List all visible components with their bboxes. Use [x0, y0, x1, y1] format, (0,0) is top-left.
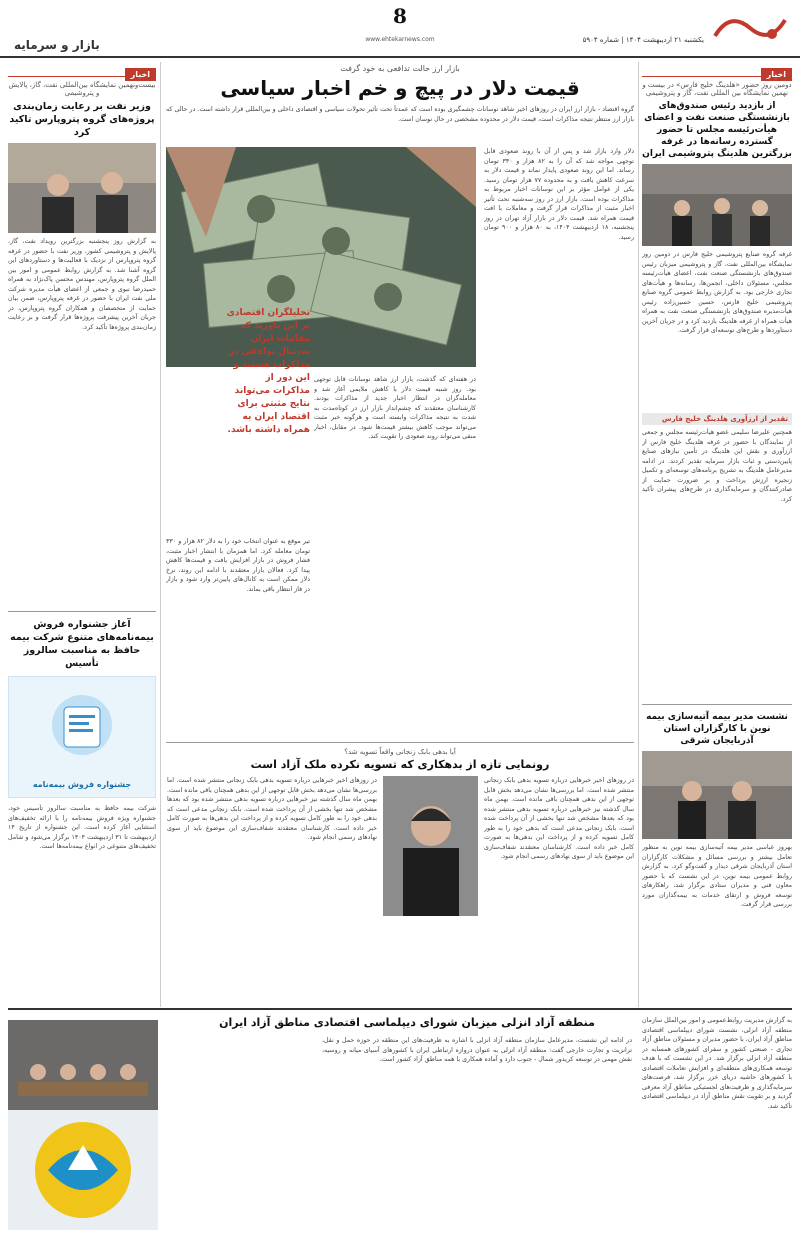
divider: [166, 742, 634, 743]
main-title: قیمت دلار در پیچ و خم اخبار سیاسی: [220, 76, 580, 100]
left-title: وزیر نفت بر رعایت زمان‌بندی پروژه‌های گروه پتروپارس تاکید کرد: [9, 101, 155, 138]
middle-body-continued: در روزهای اخیر خبرهایی درباره تسویه بدهی بابک زنجانی منتشر شده است. اما بررسی‌ها نشان می‌دهد بخش قابل توجهی از این بدهی همچنان باقی مانده است. بهمن ماه سال گذشته نیز خبرهایی درباره تسویه بدهی منتشر شده بود که بعدها مشخص شد تنها بخشی از آن پرداخت شده است. بابک زنجانی مدعی است که بدهی خود را به طور کامل تسویه کرده و از پرداخت این بدهی‌ها به صورت کامل خبر داده است. کارشناسان معتقدند شفاف‌سازی این موضوع باید از سوی نهادهای رسمی انجام شود.: [167, 777, 377, 841]
left-photo-1: [8, 143, 156, 233]
right-photo-2: [642, 751, 792, 839]
main-lead: گروه اقتصاد - بازار ارز ایران در روزهای اخیر شاهد نوسانات چشمگیری بوده است که عمدتاً تحت تأثیر تحولات سیاسی و اقتصادی داخلی و بین‌المللی قرار داشته است. در حالی که بازار ارز منتظر نتیجه مذاکرات است، قیمت دلار در محدوده مشخصی در حال نوسان است.: [166, 106, 634, 123]
right-column-label: اخبار: [761, 68, 792, 81]
right-subhead: تقدیر از ارزآوری هلدینگ خلیج فارس: [642, 413, 792, 425]
middle-photo: [383, 776, 478, 916]
pullquote: تحلیلگران اقتصادی بر این باورند که مقامات ایران به‌دنبال توافقی در مذاکرات هستند و این دور از مذاکرات می‌تواند نتایج مثبتی برای اقتصاد ایران به همراه داشته باشد.: [226, 308, 310, 435]
ad-caption: جشنواره فروش بیمه‌نامه: [32, 780, 132, 789]
middle-body: در روزهای اخیر خبرهایی درباره تسویه بدهی بابک زنجانی منتشر شده است. اما بررسی‌ها نشان می‌دهد بخش قابل توجهی از این بدهی همچنان باقی مانده است. بهمن ماه سال گذشته نیز خبرهایی درباره تسویه بدهی منتشر شده بود که بعدها مشخص شد تنها بخشی از آن پرداخت شده است. بابک زنجانی مدعی است که بدهی خود را به طور کامل تسویه کرده و از پرداخت این بدهی‌ها به صورت کامل خبر داده است. کارشناسان معتقدند شفاف‌سازی این موضوع باید از سوی نهادهای رسمی انجام شود.: [484, 777, 634, 860]
left-title-2: آغاز جشنواره فروش بیمه‌نامه‌های متنوع شرکت بیمه حافظ به مناسبت سالروز تأسیس: [10, 619, 154, 669]
divider: [8, 611, 156, 612]
left-body-2: شرکت بیمه حافظ به مناسبت سالروز تأسیس خود، جشنواره ویژه فروش بیمه‌نامه را با ارائه تخفیف‌های استثنایی آغاز کرده است. این جشنواره از تاریخ ۱۴ اردیبهشت تا ۳۱ اردیبهشت ۱۴۰۴ برگزار می‌شود و شامل تخفیف‌های متنوعی در انواع بیمه‌نامه‌ها است.: [8, 805, 156, 850]
left-column-label: اخبار: [125, 68, 156, 81]
right-title: از بازدید رئیس صندوق‌های بازنشستگی صنعت نفت و اعضای هیأت‌رئیسه مجلس تا حضور گسترده رسانه‌ها در غرفه بزرگترین هلدینگ پتروشیمی ایران: [642, 101, 792, 159]
bottom-body-middle: در ادامه این نشست، مدیرعامل سازمان منطقه آزاد انزلی با اشاره به ظرفیت‌های این منطقه در حوزه حمل و نقل، ترانزیت و تجارت خارجی گفت: منطقه آزاد انزلی به عنوان دروازه ارتباطی ایران با کشورهای آسیای میانه و روسیه، نقش مهمی در توسعه کریدور شمال - جنوب دارد و آماده همکاری با همه مناطق آزاد کشور است.: [322, 1037, 632, 1063]
left-body: به گزارش روز پنجشنبه بزرگترین رویداد نفت، گاز، پالایش و پتروشیمی کشور، وزیر نفت با حضور در غرفه گروه پتروپارس از نزدیک با فعالیت‌ها و دستاوردهای این گروه آشنا شد. به گزارش روابط عمومی و امور بین الملل گروه پتروپارس، مهندس محسن پاک‌نژاد به همراه حمیدرضا نبوی و جمعی از اعضای هیأت مدیره شرکت ملی نفت ایران با حضور در غرفه پتروپارس، ضمن بیان حمایت از متخصصان و همکاران گروه پتروپارس، در جریان آخرین پیشرفت پروژه‌ها قرار گرفت و بر رعایت زمان‌بندی پروژه‌ها تأکید کرد.: [8, 238, 156, 331]
right-body-3: بهروز عباسی مدیر بیمه آتیه‌سازی بیمه نوین به منظور تعامل بیشتر و بررسی مسائل و مشکلات کارگزاران استان آذربایجان شرقی دیدار و گفت‌وگو کرد. به گزارش روابط عمومی بیمه نوین، در این نشست که با حضور معاون فنی و مدیران ستادی برگزار شد، راهکارهای توسعه فروش و ارتقای خدمات به بیمه‌گذاران مورد بررسی قرار گرفت.: [642, 844, 792, 908]
pullquote-box: [226, 307, 310, 527]
left-kicker: بیست‌و‌نهمین نمایشگاه بین‌المللی نفت، گاز، پالایش و پتروشیمی: [8, 81, 156, 97]
main-body-left: در هفته‌ای که گذشت، بازار ارز شاهد نوسانات قابل توجهی بود. روز شنبه قیمت دلار با کاهش ملایمی آغاز شد و معامله‌گران در انتظار اخبار جدید از مذاکرات بودند. کارشناسان معتقدند که چشم‌انداز بازار ارز در کوتاه‌مدت به شدت به نتیجه مذاکرات وابسته است و هرگونه خبر مثبت می‌تواند موجب کاهش بیشتر قیمت‌ها شود. در مقابل، اخبار منفی می‌تواند روند صعودی را تقویت کند.: [314, 376, 476, 440]
section-title: بازار و سرمایه: [14, 38, 100, 52]
left-column-header: [8, 62, 156, 77]
divider: [642, 704, 792, 705]
issue-date: یکشنبه ۲۱ اردیبهشت ۱۴۰۴ | شماره ۵۹۰۴: [582, 36, 704, 44]
insurance-ad[interactable]: [8, 676, 156, 798]
right-body-2: همچنین علیرضا سلیمی عضو هیأت‌رئیسه مجلس و جمعی از نمایندگان با حضور در غرفه هلدینگ خلیج فارس از ارزآوری و نقش این هلدینگ در تأمین نیازهای صنایع پایین‌دستی و ثبات بازار سرمایه تقدیر کردند. در ادامه مدیرعامل هلدینگ به تشریح برنامه‌های توسعه‌ای و تکمیل زنجیره ارزش پرداخت و بر ضرورت حمایت از صادرکنندگان و سرمایه‌گذاری در طرح‌های پیشران تأکید کرد.: [642, 429, 792, 503]
left-news-column: [8, 62, 156, 1007]
divider: [8, 1008, 792, 1010]
newspaper-logo: [710, 6, 790, 46]
right-kicker: دومین روز حضور «هلدینگ خلیج فارس» در بیست و نهمین نمایشگاه بین المللی نفت، گاز و پتروشیمی: [642, 81, 792, 97]
column-divider: [160, 62, 161, 1007]
right-column-header: [642, 62, 792, 77]
page-header: [0, 0, 800, 58]
bottom-body-right: به گزارش مدیریت روابط‌عمومی و امور بین‌الملل سازمان منطقه آزاد انزلی، نشست شورای دیپلماسی اقتصادی مناطق آزاد ایران، با حضور مدیران و مسئولان مناطق آزاد تجاری - صنعتی کشور و سفرای کشورهای همسایه در منطقه آزاد انزلی برگزار شد. در این نشست که با هدف توسعه همکاری‌های منطقه‌ای و افزایش تعاملات اقتصادی با کشورهای حاشیه دریای خزر برگزار شد، فرصت‌های سرمایه‌گذاری و ظرفیت‌های لجستیکی مناطق آزاد معرفی گردید و بر تقویت نقش مناطق آزاد در دیپلماسی اقتصادی تأکید شد.: [642, 1017, 792, 1110]
right-photo-1: [642, 164, 792, 246]
middle-title: رونمایی تازه از بدهکاری که تسویه نکرده ملک آزاد است: [250, 758, 550, 771]
middle-article: [166, 748, 634, 1003]
main-kicker: بازار ارز حالت تدافعی به خود گرفت: [340, 64, 460, 73]
main-article: [166, 62, 634, 752]
bottom-article: [8, 1014, 792, 1236]
middle-kicker: آیا بدهی بابک زنجانی واقعاً تسویه شد؟: [344, 748, 456, 756]
right-news-column: [642, 62, 792, 1007]
main-body-bottom: تیر موقع به عنوان انتخاب خود را به دلار ۸۲ هزار و ۳۳۰ تومان معامله کرد. اما همزمان با انتشار اخبار مثبت، فشار فروش در بازار افزایش یافت و قیمت‌ها کاهش پیدا کرد. فعالان بازار معتقدند با ادامه این روند، نرخ دلار ممکن است به کانال‌های پایین‌تر وارد شود و بازار در فاز انتظار باقی بماند.: [166, 538, 310, 593]
right-body: غرفه گروه صنایع پتروشیمی خلیج فارس در دومین روز نمایشگاه بین‌المللی نفت، گاز و پتروشیمی میزبان رئیس صندوق‌های بازنشستگی صنعت نفت، اعضای هیأت‌رئیسه مجلس، مسئولان داخلی، انجمن‌ها، رسانه‌ها و هیأت‌های تجاری خارجی بود. به گزارش روابط عمومی گروه صنایع پتروشیمی خلیج فارس، حسین حسین‌زاده رئیس هیأت‌مدیره صندوق‌های بازنشستگی صنعت نفت به همراه هیأت همراه از غرفه هلدینگ بازدید کرد و در جریان آخرین دستاوردها و طرح‌های توسعه‌ای قرار گرفت.: [642, 251, 792, 334]
dollar-photo: [166, 147, 476, 367]
column-divider: [638, 62, 639, 1007]
bottom-photo: [8, 1020, 158, 1230]
page-number: 8: [393, 4, 407, 28]
main-body-right: دلار وارد بازار شد و پس از آن با روند صعودی قابل توجهی مواجه شد که آن را به ۸۲ هزار و ۳۳۰ تومان رساند. اما این روند صعودی پایدار نماند و قیمت دلار به سرعت کاهش یافت و به محدوده ۷۷ هزار تومان رسید. یکی از عوامل مؤثر بر این نوسانات اخبار مربوط به مذاکرات بوده است. بازار ارز در روز سه‌شنبه تحت تأثیر اخبار مثبت از مذاکرات قرار گرفت و معاملات با افت قیمت همراه شد. قیمت دلار در بازار آزاد تهران در روز پنجشنبه، ۱۸ اردیبهشت ۱۴۰۴، به ۸۰ هزار و ۹۰۰ تومان رسید.: [484, 148, 634, 241]
site-url[interactable]: www.ehtekarnews.com: [365, 36, 435, 43]
bottom-title: منطقه آزاد انزلی میزبان شورای دیپلماسی اقتصادی مناطق آزاد ایران: [219, 1016, 595, 1029]
right-title-2: نشست مدیر بیمه آتیه‌سازی بیمه نوین با کارگزاران استان آذربایجان شرقی: [646, 712, 788, 746]
